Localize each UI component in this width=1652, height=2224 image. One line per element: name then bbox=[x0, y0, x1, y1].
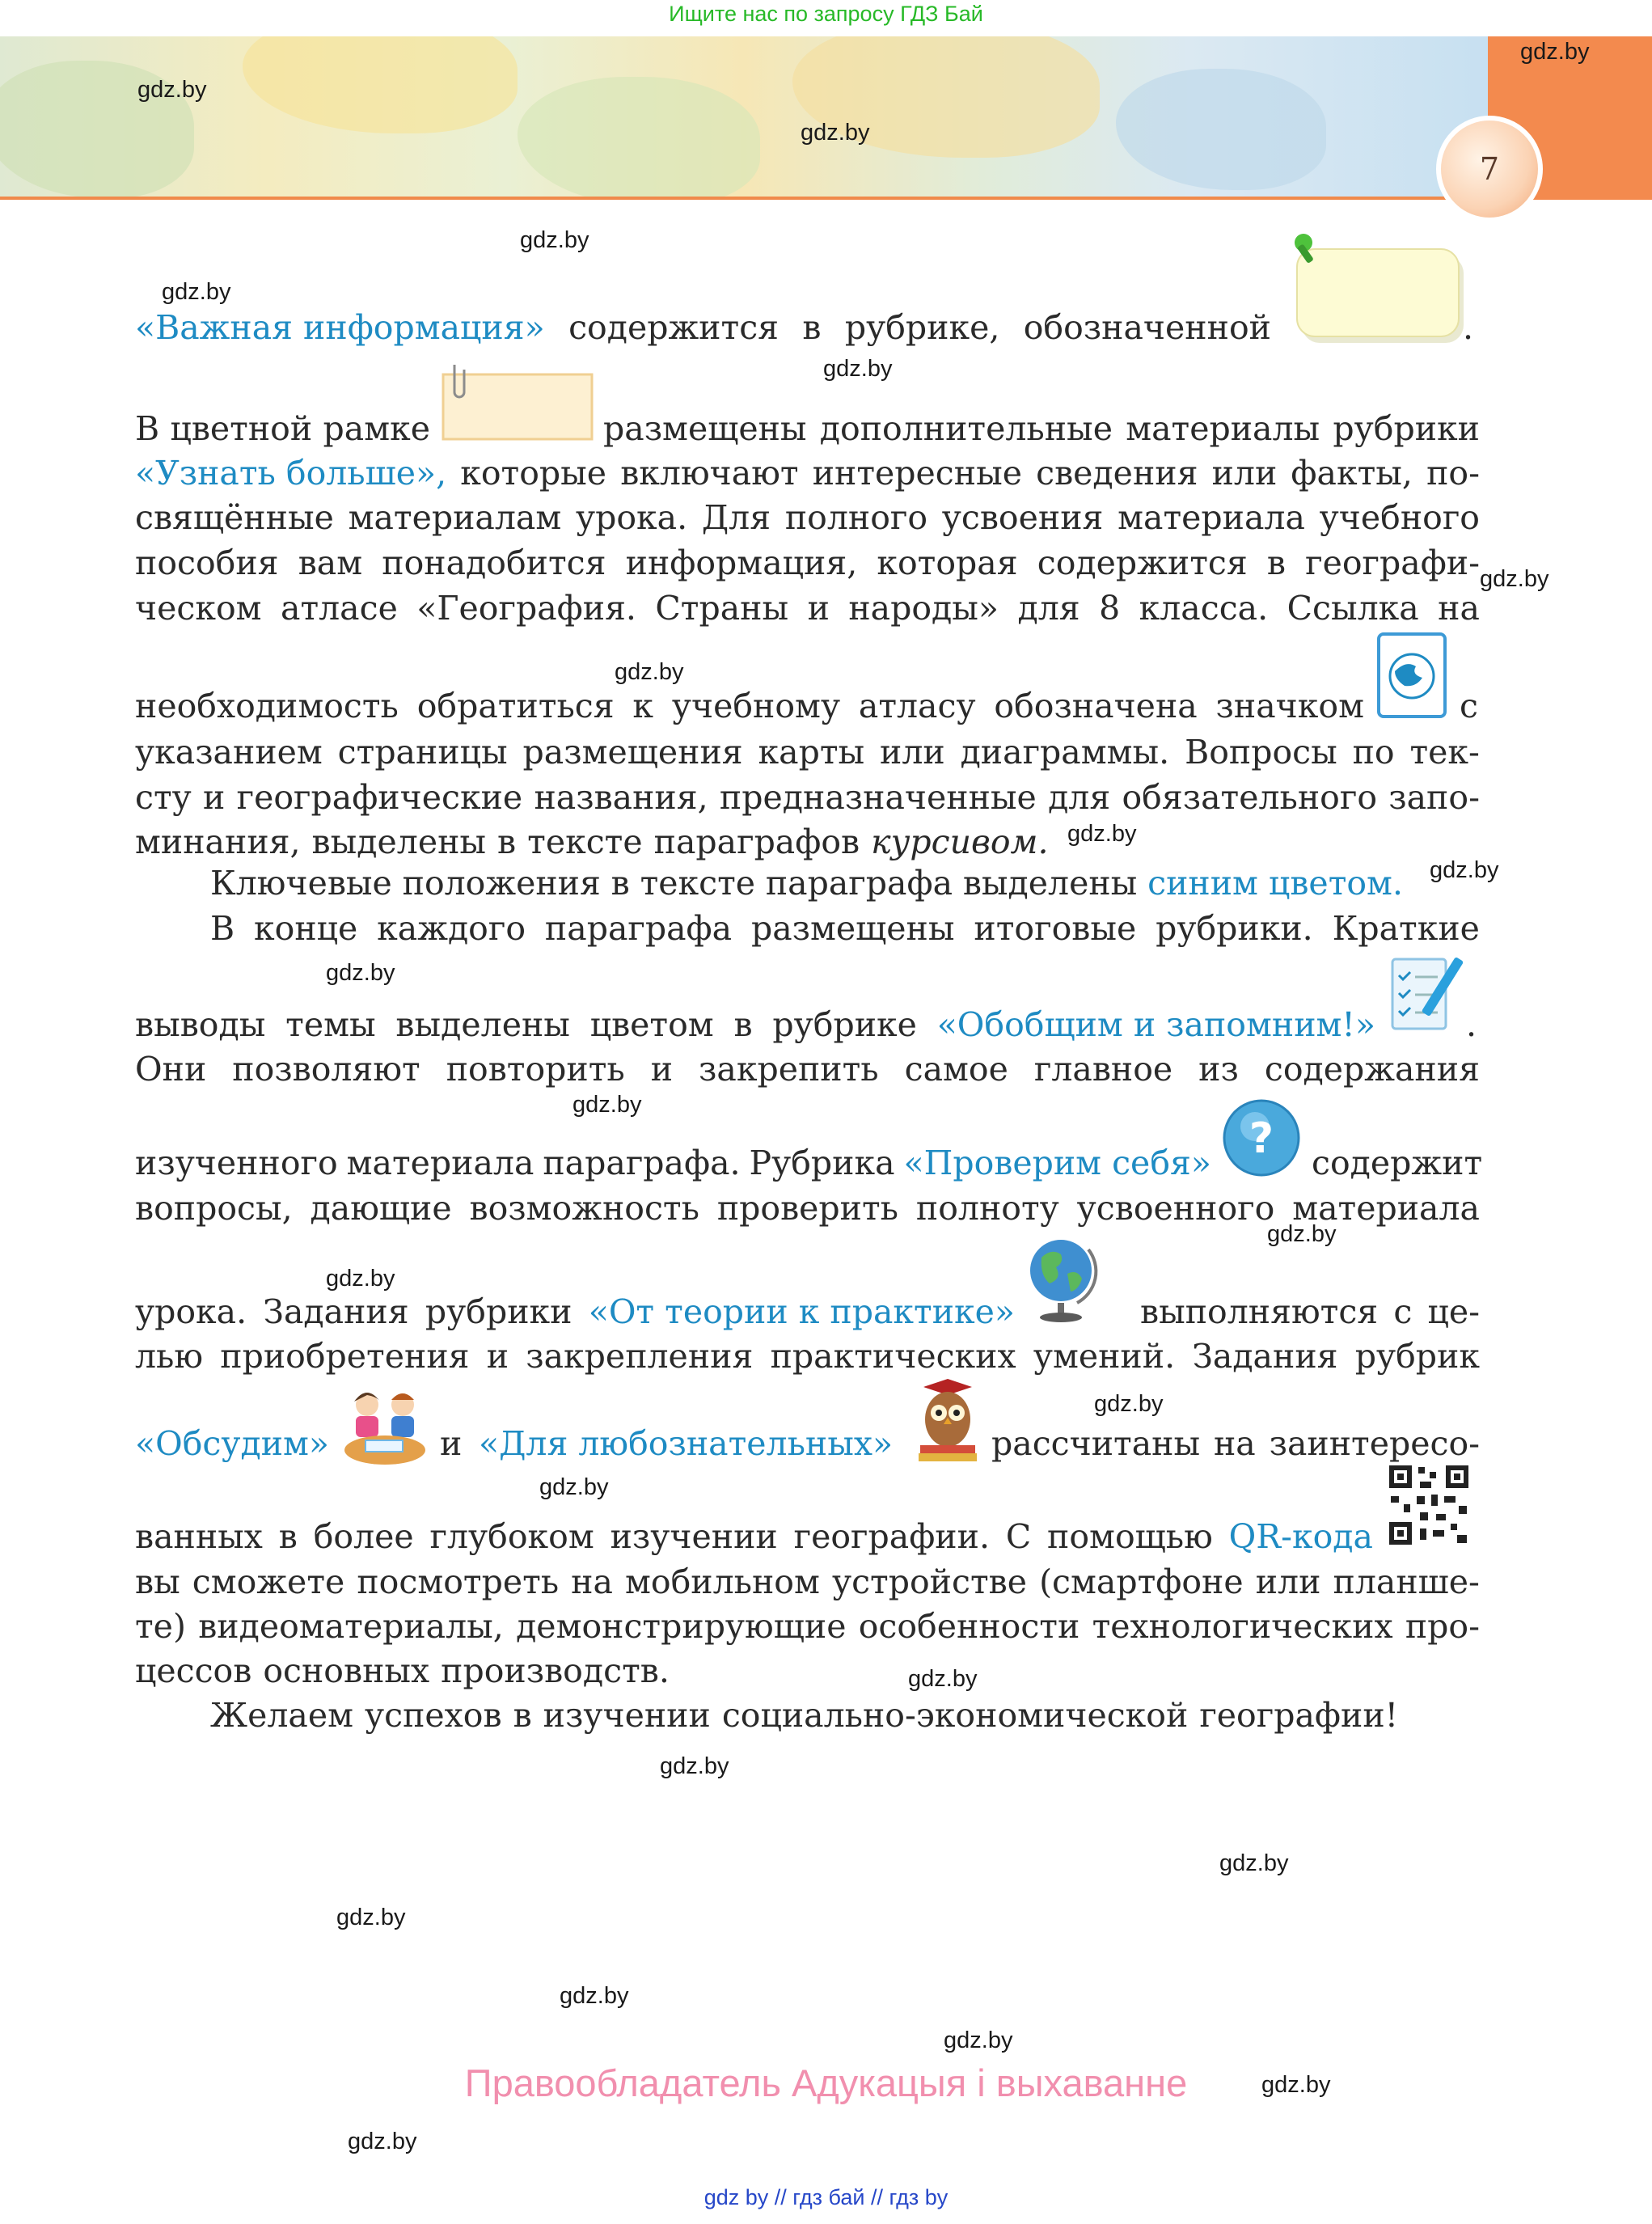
watermark: gdz.by bbox=[944, 2027, 1013, 2053]
text-punct: . bbox=[1463, 308, 1474, 347]
watermark: gdz.by bbox=[615, 659, 684, 685]
footer-links[interactable]: gdz by // гдз бай // гдз by bbox=[703, 2185, 949, 2209]
watermark: gdz.by bbox=[336, 1905, 406, 1930]
watermark: gdz.by bbox=[137, 77, 207, 103]
text-line: сту и географические названия, предназначенные для обязательного запо- bbox=[135, 778, 1480, 817]
text-line: В конце каждого параграфа размещены итоговые рубрики. Краткие bbox=[210, 909, 1480, 948]
text-line: ванных в более глубоком изучении географии. С помощью QR-кода bbox=[135, 1517, 1373, 1556]
atlas-book-icon bbox=[1377, 632, 1447, 718]
watermark: gdz.by bbox=[1067, 821, 1137, 847]
text-line: размещены дополнительные материалы рубрики bbox=[603, 409, 1480, 448]
svg-text:?: ? bbox=[1249, 1114, 1274, 1163]
watermark: gdz.by bbox=[572, 1092, 642, 1118]
watermark: gdz.by bbox=[660, 1753, 729, 1779]
text-line: урока. Задания рубрики «От теории к практике» bbox=[135, 1292, 1015, 1331]
page-number: 7 bbox=[1436, 116, 1543, 222]
paperclip-frame-icon bbox=[442, 360, 594, 441]
text-line: ческом атласе «География. Страны и народы» для 8 класса. Ссылка на bbox=[135, 589, 1480, 628]
text-word: «Для любознательных» bbox=[479, 1424, 894, 1463]
text-line: лью приобретения и закрепления практических умений. Задания рубрик bbox=[135, 1337, 1480, 1376]
text-line: рассчитаны на заинтересо- bbox=[991, 1424, 1480, 1463]
text-word: содержит bbox=[1312, 1144, 1483, 1182]
text-line: Ключевые положения в тексте параграфа выделены синим цветом. bbox=[210, 864, 1403, 903]
text-line: вопросы, дающие возможность проверить полноту усвоенного материала bbox=[135, 1189, 1480, 1228]
watermark: gdz.by bbox=[1480, 566, 1549, 592]
discussion-kids-icon bbox=[341, 1387, 429, 1468]
text-line: пособия вам понадобится информация, которая содержится в географи- bbox=[135, 543, 1480, 582]
watermark: gdz.by bbox=[1430, 857, 1499, 883]
header-map-banner bbox=[0, 36, 1488, 200]
text-line: Они позволяют повторить и закрепить самое главное из содержания bbox=[135, 1050, 1480, 1089]
watermark: gdz.by bbox=[1520, 39, 1590, 65]
watermark: gdz.by bbox=[560, 1983, 629, 2009]
top-search-link[interactable]: Ищите нас по запросу ГДЗ Бай bbox=[669, 2, 983, 26]
owl-books-icon bbox=[915, 1377, 980, 1468]
checklist-icon bbox=[1391, 953, 1465, 1032]
text-word: и bbox=[440, 1424, 463, 1463]
text-line: указанием страницы размещения карты или диаграммы. Вопросы по тек- bbox=[135, 733, 1480, 772]
text-word: «Обсудим» bbox=[135, 1424, 330, 1463]
watermark: gdz.by bbox=[326, 960, 395, 986]
watermark: gdz.by bbox=[908, 1666, 978, 1692]
watermark: gdz.by bbox=[801, 120, 870, 146]
watermark: gdz.by bbox=[348, 2129, 417, 2154]
text-line: В цветной рамке bbox=[135, 409, 430, 448]
watermark: gdz.by bbox=[1267, 1221, 1337, 1247]
watermark: gdz.by bbox=[539, 1474, 609, 1500]
watermark: gdz.by bbox=[162, 279, 231, 305]
text-line: необходимость обратиться к учебному атласу обозначена значком bbox=[135, 687, 1364, 725]
text-line: минания, выделены в тексте параграфов курсивом. bbox=[135, 822, 1049, 861]
text-line: свящённые материалам урока. Для полного усвоения материала учебного bbox=[135, 498, 1480, 537]
watermark: gdz.by bbox=[1094, 1391, 1164, 1417]
text-word: с bbox=[1460, 687, 1478, 725]
text-line: цессов основных производств. bbox=[135, 1651, 670, 1690]
copyright-footer: Правообладатель Адукацыя і выхаванне bbox=[464, 2061, 1188, 2104]
text-line: «Узнать больше», которые включают интересные сведения или факты, по- bbox=[135, 454, 1480, 493]
watermark: gdz.by bbox=[1219, 1850, 1289, 1876]
text-line: «Важная информация» содержится в рубрике, обозначенной bbox=[135, 308, 1271, 347]
text-line: выполняются с це- bbox=[1140, 1292, 1480, 1331]
text-line: изученного материала параграфа. Рубрика «Проверим себя» bbox=[135, 1144, 1211, 1182]
globe-icon bbox=[1025, 1233, 1100, 1324]
text-punct: . bbox=[1466, 1005, 1477, 1044]
text-line: вы сможете посмотреть на мобильном устройстве (смартфоне или планше- bbox=[135, 1562, 1480, 1601]
text-line: те) видеоматериалы, демонстрирующие особенности технологических про- bbox=[135, 1607, 1480, 1646]
watermark: gdz.by bbox=[520, 227, 589, 253]
text-line: Желаем успехов в изучении социально-экономической географии! bbox=[210, 1696, 1399, 1735]
pin-note-icon bbox=[1292, 233, 1470, 346]
watermark: gdz.by bbox=[326, 1266, 395, 1292]
question-icon bbox=[1221, 1097, 1302, 1178]
qr-code-icon bbox=[1388, 1464, 1470, 1546]
watermark: gdz.by bbox=[823, 356, 893, 382]
watermark: gdz.by bbox=[1261, 2072, 1331, 2098]
text-line: выводы темы выделены цветом в рубрике «Обобщим и запомним!» bbox=[135, 1005, 1375, 1044]
